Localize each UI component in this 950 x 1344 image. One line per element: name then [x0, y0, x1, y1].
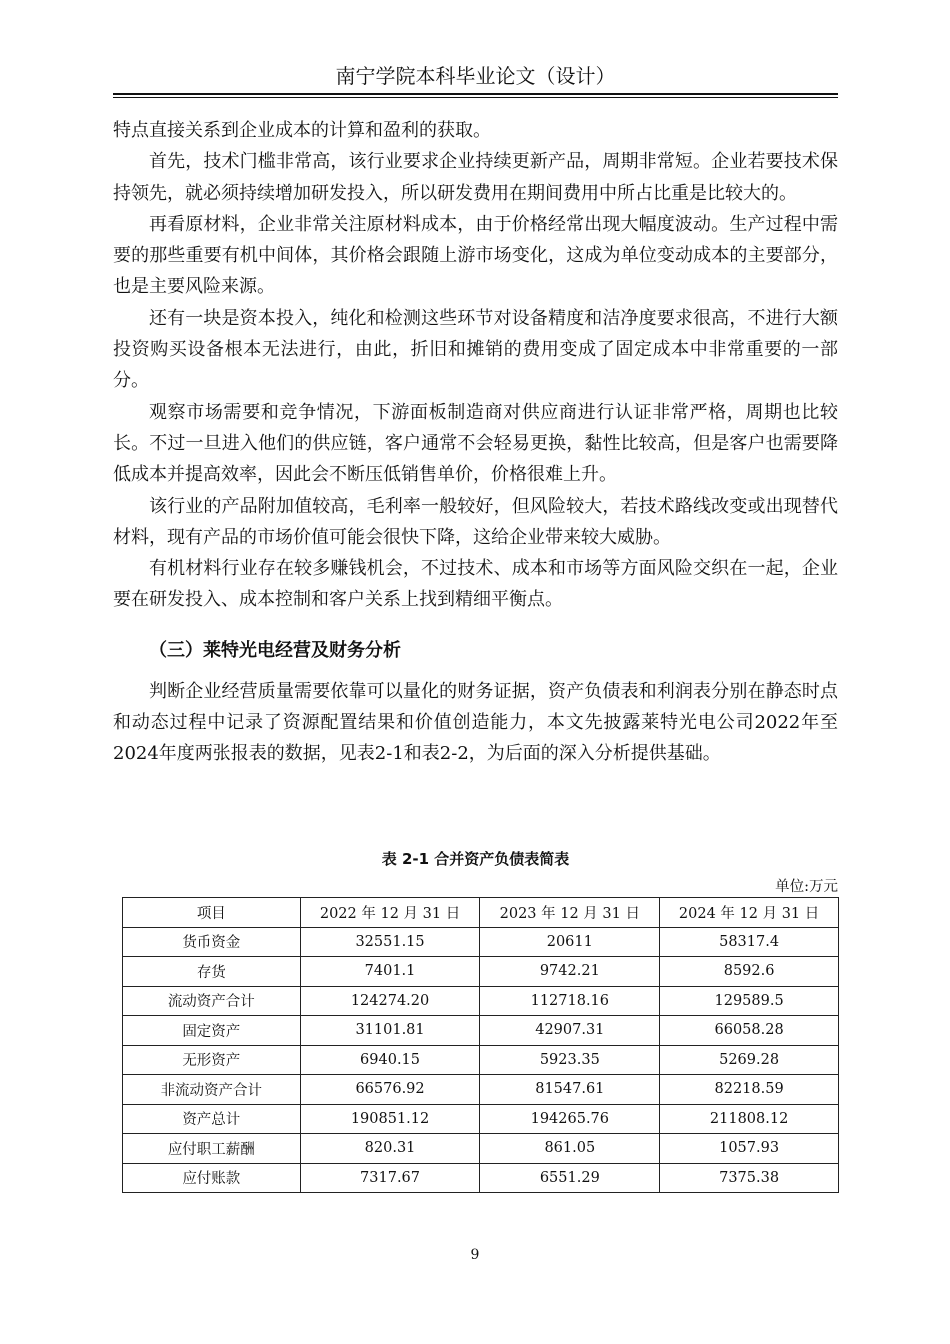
- column-header: 2024 年 12 月 31 日: [660, 898, 839, 928]
- table-cell: 应付职工薪酬: [123, 1134, 301, 1164]
- header-rule-thin: [113, 97, 838, 98]
- table-cell: 42907.31: [480, 1016, 660, 1046]
- table-row: [123, 1163, 839, 1193]
- table-cell: 7401.1: [300, 957, 480, 987]
- table-unit: 单位:万元: [775, 879, 838, 895]
- table-cell: 无形资产: [123, 1045, 301, 1075]
- paragraph: 还有一块是资本投入，纯化和检测这些环节对设备精度和洁净度要求很高，不进行大额投资购买设备根本无法进行，由此，折旧和摊销的费用变成了固定成本中非常重要的一部分。: [113, 307, 838, 392]
- table-cell: 5269.28: [660, 1045, 839, 1075]
- table-row: [123, 1075, 839, 1105]
- table-cell: 190851.12: [300, 1104, 480, 1134]
- table-cell: 66576.92: [300, 1075, 480, 1105]
- table-cell: 9742.21: [480, 957, 660, 987]
- body-text: [113, 115, 838, 770]
- table-cell: 861.05: [480, 1134, 660, 1164]
- table-row: [123, 927, 839, 957]
- paragraph: 该行业的产品附加值较高，毛利率一般较好，但风险较大，若技术路线改变或出现替代材料，现有产品的市场价值可能会很快下降，这给企业带来较大威胁。: [113, 495, 838, 548]
- table-cell: 流动资产合计: [123, 986, 301, 1016]
- table-row: [123, 986, 839, 1016]
- table-cell: 非流动资产合计: [123, 1075, 301, 1105]
- table-row: [123, 1104, 839, 1134]
- table-cell: 资产总计: [123, 1104, 301, 1134]
- section-intro-paragraph: 判断企业经营质量需要依靠可以量化的财务证据，资产负债表和利润表分别在静态时点和动态过程中记录了资源配置结果和价值创造能力，本文先披露莱特光电公司2022年至2024年度两张报表的数据，见表2-1和表2-2，为后面的深入分析提供基础。: [113, 680, 838, 765]
- section-heading: （三）莱特光电经营及财务分析: [149, 639, 401, 661]
- table-cell: 7317.67: [300, 1163, 480, 1193]
- page-header-title: 南宁学院本科毕业论文（设计）: [335, 64, 616, 88]
- column-header: 2022 年 12 月 31 日: [300, 898, 480, 928]
- column-header: 项目: [123, 898, 301, 928]
- table-cell: 211808.12: [660, 1104, 839, 1134]
- table-cell: 5923.35: [480, 1045, 660, 1075]
- table-cell: 7375.38: [660, 1163, 839, 1193]
- table-cell: 82218.59: [660, 1075, 839, 1105]
- table-row: [123, 1134, 839, 1164]
- page-number: 9: [470, 1247, 480, 1263]
- table-cell: 固定资产: [123, 1016, 301, 1046]
- paragraph: 特点直接关系到企业成本的计算和盈利的获取。: [113, 120, 491, 141]
- table-cell: 应付账款: [123, 1163, 301, 1193]
- table-header-row: [123, 898, 839, 928]
- table-cell: 8592.6: [660, 957, 839, 987]
- table-cell: 194265.76: [480, 1104, 660, 1134]
- header-rule-thick: [113, 93, 838, 95]
- table-cell: 112718.16: [480, 986, 660, 1016]
- balance-sheet-table: [122, 897, 839, 1193]
- table-cell: 81547.61: [480, 1075, 660, 1105]
- column-header: 2023 年 12 月 31 日: [480, 898, 660, 928]
- paragraph: 有机材料行业存在较多赚钱机会，不过技术、成本和市场等方面风险交织在一起，企业要在研发投入、成本控制和客户关系上找到精细平衡点。: [113, 558, 838, 611]
- table-cell: 58317.4: [660, 927, 839, 957]
- table-cell: 20611: [480, 927, 660, 957]
- table-cell: 124274.20: [300, 986, 480, 1016]
- table-cell: 66058.28: [660, 1016, 839, 1046]
- table-title: 表 2-1 合并资产负债表简表: [381, 850, 570, 868]
- table-cell: 1057.93: [660, 1134, 839, 1164]
- table-cell: 31101.81: [300, 1016, 480, 1046]
- paragraph: 首先，技术门槛非常高，该行业要求企业持续更新产品，周期非常短。企业若要技术保持领先，就必须持续增加研发投入，所以研发费用在期间费用中所占比重是比较大的。: [113, 151, 838, 204]
- table-cell: 6551.29: [480, 1163, 660, 1193]
- table-cell: 6940.15: [300, 1045, 480, 1075]
- table-cell: 货币资金: [123, 927, 301, 957]
- paragraph: 再看原材料，企业非常关注原材料成本，由于价格经常出现大幅度波动。生产过程中需要的那些重要有机中间体，其价格会跟随上游市场变化，这成为单位变动成本的主要部分，也是主要风险来源。: [113, 213, 838, 298]
- table-cell: 32551.15: [300, 927, 480, 957]
- table-row: [123, 957, 839, 987]
- table-cell: 820.31: [300, 1134, 480, 1164]
- table-cell: 129589.5: [660, 986, 839, 1016]
- table-cell: 存货: [123, 957, 301, 987]
- paragraph: 观察市场需要和竞争情况，下游面板制造商对供应商进行认证非常严格，周期也比较长。不过一旦进入他们的供应链，客户通常不会轻易更换，黏性比较高，但是客户也需要降低成本并提高效率，因此会不断压低销售单价，价格很难上升。: [113, 401, 838, 486]
- table-row: [123, 1045, 839, 1075]
- table-row: [123, 1016, 839, 1046]
